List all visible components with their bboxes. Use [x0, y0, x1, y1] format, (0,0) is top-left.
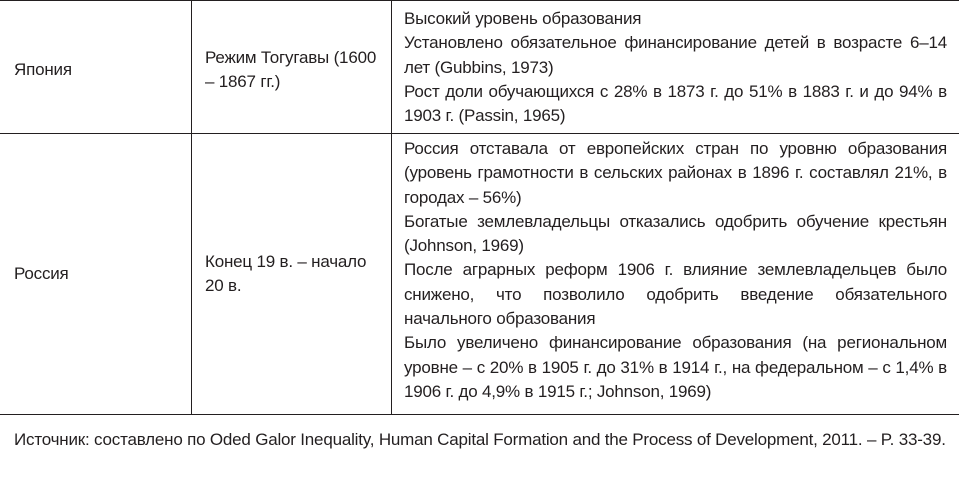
table-row-japan-period: Режим Тогугавы (1600 – 1867 гг.): [205, 48, 377, 92]
column-divider: [191, 0, 192, 414]
table-row-russia-period: Конец 19 в. – начало 20 в.: [205, 252, 367, 296]
source-note: Источник: составлено по Oded Galor Inequality, Human Capital Formation and the Process of Development, 2011. – P. 33-39.: [14, 430, 946, 449]
row-divider: [0, 133, 959, 134]
row-divider: [0, 414, 959, 415]
table-row-russia-country: Россия: [14, 264, 69, 283]
column-divider: [391, 0, 392, 414]
fact-item: Было увеличено финансирование образования (на региональном уровне – с 20% в 1905 г. до 31% в 1914 г., на федеральном – с 1,4% в 1906 г. до 4,9% в 1915 г.; Johnson, 1969): [404, 333, 947, 401]
table-row-japan-country: Япония: [14, 60, 72, 79]
table-row-russia-facts: [404, 137, 947, 404]
fact-item: Установлено обязательное финансирование детей в возрасте 6–14 лет (Gubbins, 1973): [404, 33, 947, 77]
fact-item: Россия отставала от европейских стран по уровню образования (уровень грамотности в сельских районах в 1896 г. составлял 21%, в городах – 56%): [404, 139, 947, 207]
fact-item: После аграрных реформ 1906 г. влияние землевладельцев было снижено, что позволило одобрить введение обязательного начального образования: [404, 260, 947, 329]
fact-item: Богатые землевладельцы отказались одобрить обучение крестьян (Johnson, 1969): [404, 211, 947, 256]
table-top-border: [0, 0, 959, 1]
table-row-japan-facts: [404, 7, 947, 128]
fact-item: Рост доли обучающихся с 28% в 1873 г. до 51% в 1883 г. и до 94% в 1903 г. (Passin, 1965): [404, 81, 947, 126]
fact-item: Высокий уровень образования: [404, 9, 642, 28]
